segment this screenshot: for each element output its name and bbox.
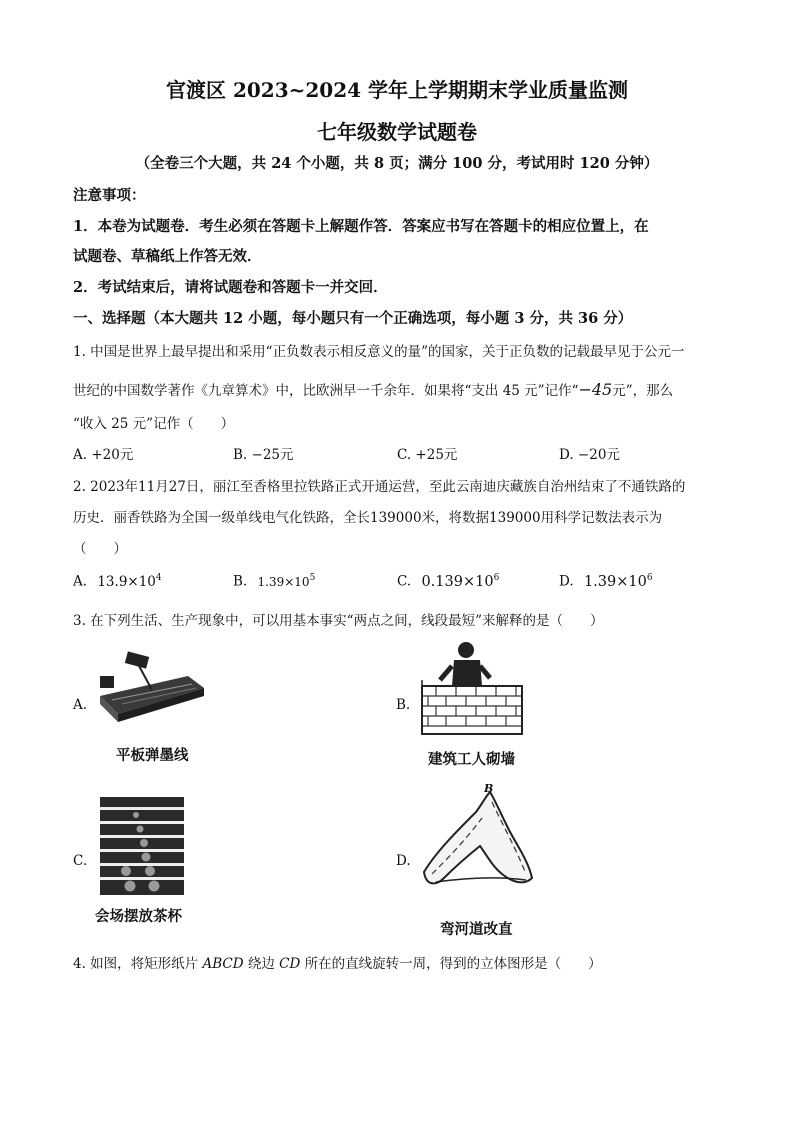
q3-option-c-label: C. [73,853,88,869]
q2-option-a-base: 13.9×10 [97,573,156,590]
q2-option-b [233,573,315,590]
notice-item-1-line-2: 试题卷、草稿纸上作答无效． [73,248,262,265]
q1-line-2 [73,379,673,399]
q2-option-d-base: 1.39×10 [583,573,647,590]
q1-option-b: B. −25元 [233,447,294,463]
exam-info: （全卷三个大题，共 24 个小题，共 8 页；满分 100 分，考试用时 120 分钟） [135,155,659,172]
chalk-line-board-image [92,648,210,726]
section-1-heading: 一、选择题（本大题共 12 小题，每小题只有一个正确选项，每小题 3 分，共 36 分） [73,310,633,327]
q3-stem: 3. 在下列生活、生产现象中，可以用基本事实“两点之间，线段最短”来解释的是（ ） [73,613,604,629]
q1-line-3: “收入 25 元”记作（ ） [73,416,235,432]
tea-cups-image [100,797,184,895]
river-point-b-label: B [484,782,494,795]
q4-edge-name: CD [279,956,301,972]
q3-option-d-label: D. [396,853,411,869]
q2-option-a [73,573,162,590]
notice-item-2: 2．考试结束后，请将试题卷和答题卡一并交回． [73,279,388,296]
q2-option-c-exponent: 6 [493,573,500,583]
q4-stem-middle: 绕边 [243,956,280,972]
q3-option-b-caption: 建筑工人砌墙 [428,751,515,768]
q3-option-d-caption: 弯河道改直 [440,921,513,938]
q2-option-c-label: C. [397,573,412,590]
q1-option-a: A. +20元 [73,447,134,463]
q1-line-2-text: 世纪的中国数学著作《九章算术》中，比欧洲早一千余年．如果将“支出 45 元”记作“ [73,383,579,399]
q2-option-c-base: 0.139×10 [421,573,494,590]
q3-option-a-caption: 平板弹墨线 [116,747,189,764]
q1-option-c: C. +25元 [397,447,458,463]
q1-negative-value: −45 [578,380,613,399]
q1-line-2-tail: 元”，那么 [612,383,674,399]
q4-rectangle-name: ABCD [202,956,244,972]
q2-option-b-base: 1.39×10 [257,574,310,589]
exam-title: 官渡区 2023~2024 学年上学期期末学业质量监测 [165,78,628,102]
q2-line-1: 2. 2023年11月27日，丽江至香格里拉铁路正式开通运营，至此云南迪庆藏族自治州结束了不通铁路的 [73,479,686,495]
q3-option-a-label: A. [73,697,88,713]
q2-line-3: （ ） [73,541,127,557]
q2-option-b-exponent: 5 [309,573,316,583]
q4-stem-start: 4. 如图，将矩形纸片 [73,956,203,972]
q2-option-b-label: B. [233,573,248,590]
exam-subtitle: 七年级数学试题卷 [317,120,477,144]
q4-stem [73,952,602,972]
q2-option-d [559,573,653,590]
q2-option-d-exponent: 6 [646,573,653,583]
q1-option-d: D. −20元 [559,447,620,463]
q4-stem-end: 所在的直线旋转一周，得到的立体图形是（ ） [300,956,602,972]
notice-heading: 注意事项： [73,187,146,204]
q2-option-a-label: A. [73,573,88,590]
q2-option-a-exponent: 4 [155,573,162,583]
q1-line-1: 1. 中国是世界上最早提出和采用“正负数表示相反意义的量”的国家，关于正负数的记载最早见于公元一 [73,344,685,360]
q2-line-2: 历史．丽香铁路为全国一级单线电气化铁路，全长139000米，将数据139000用科学记数法表示为 [73,510,663,526]
bricklayer-image [418,638,528,738]
river-straightening-image [416,782,538,902]
q3-option-c-caption: 会场摆放茶杯 [95,908,182,925]
notice-item-1-line-1: 1．本卷为试题卷．考生必须在答题卡上解题作答．答案应书写在答题卡的相应位置上，在 [73,218,649,235]
q2-option-c [397,573,499,590]
q2-option-d-label: D. [559,573,574,590]
q3-option-b-label: B. [396,697,411,713]
